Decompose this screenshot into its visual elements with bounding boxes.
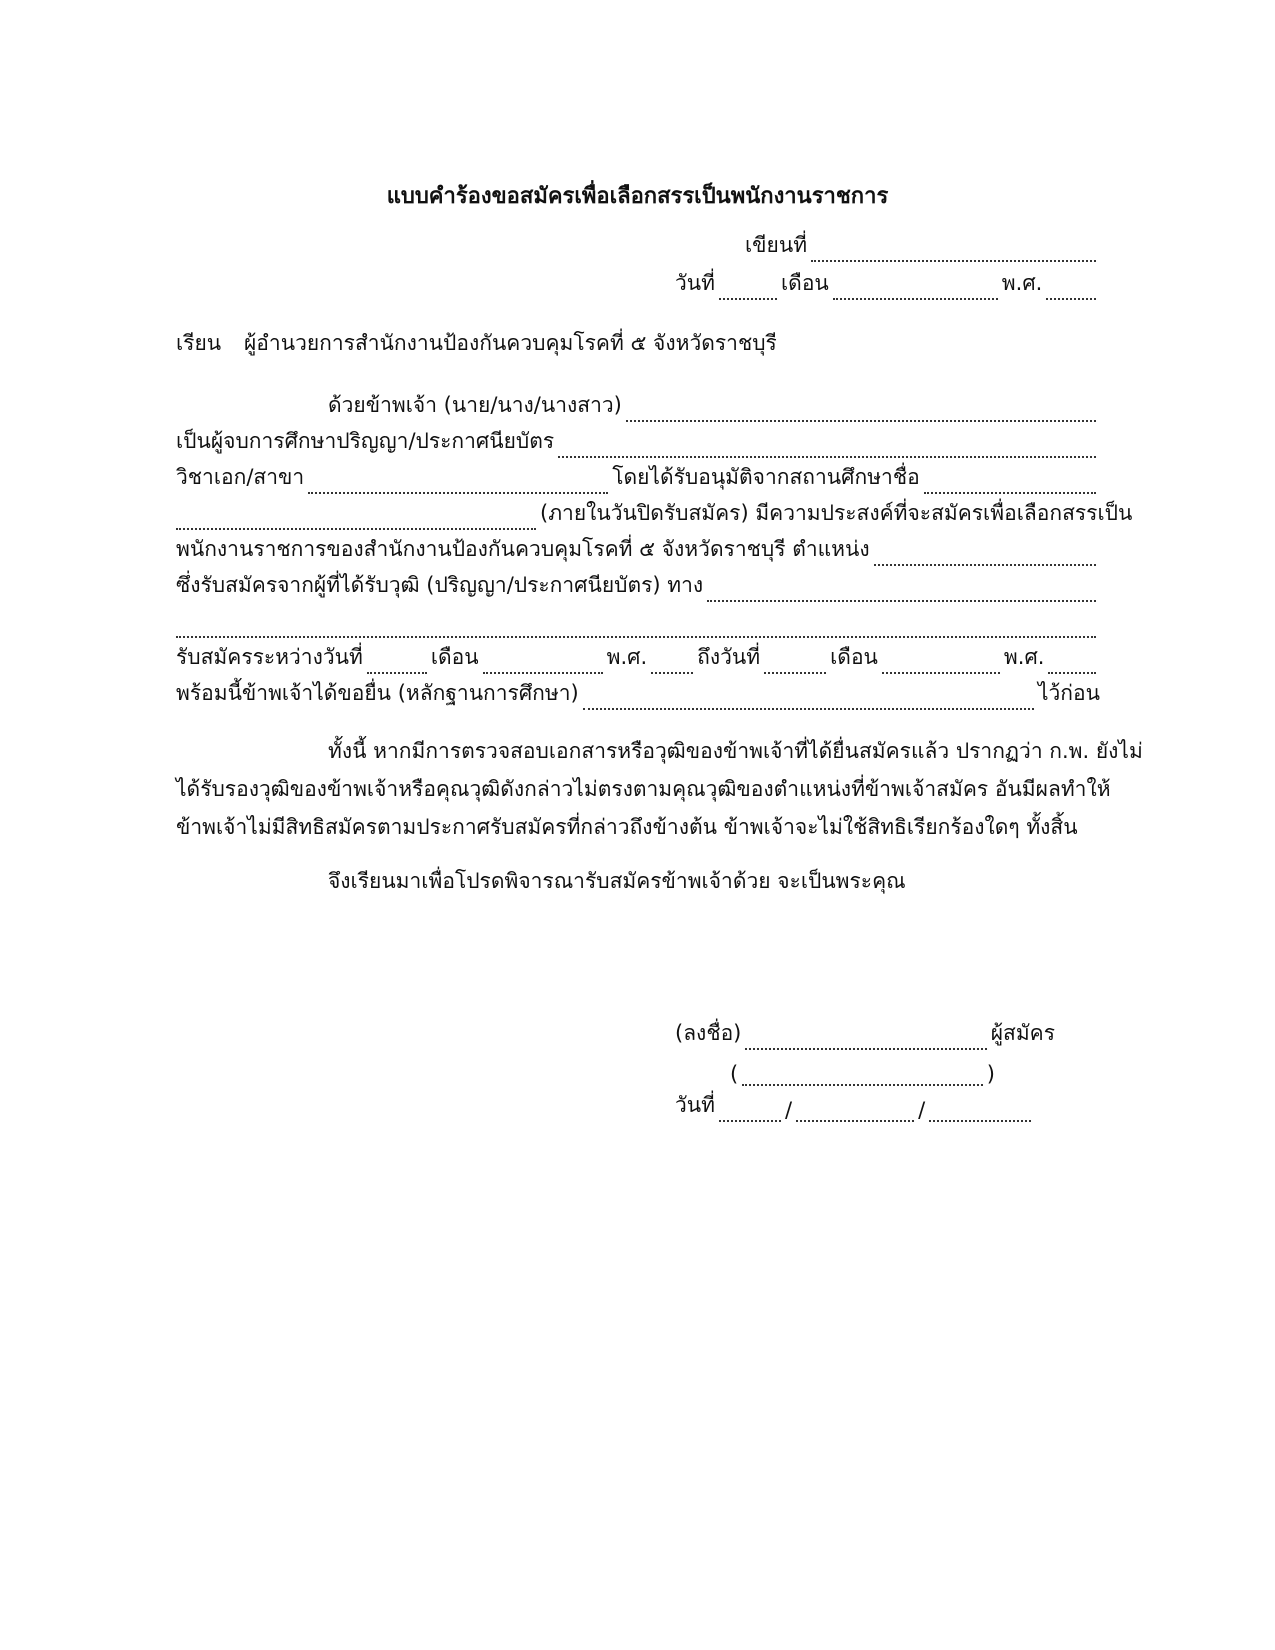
qualification-row	[176, 572, 1100, 602]
name-label: ด้วยข้าพเจ้า (นาย/นาง/นางสาว)	[328, 393, 622, 417]
start-year-field[interactable]	[651, 650, 693, 674]
declaration-text: ทั้งนี้ หากมีการตรวจสอบเอกสารหรือวุฒิของข้าพเจ้าที่ได้ยื่นสมัครแล้ว ปรากฏว่า ก.พ. ยังไม่ได้รับรองวุฒิของข้าพเจ้าหรือคุณวุฒิดังกล่าวไม่ตรงตามคุณวุฒิของตำแหน่งที่ข้าพเจ้าสมัคร อันมีผลทำให้ข้าพเจ้าไม่มีสิทธิสมัครตามประกาศรับสมัครที่กล่าวถึงข้างต้น ข้าพเจ้าจะไม่ใช้สิทธิเรียกร้องใดๆ ทั้งสิ้น	[176, 739, 1143, 839]
written-at-field[interactable]	[811, 238, 1096, 262]
start-day-field[interactable]	[367, 650, 427, 674]
evidence-field[interactable]	[583, 686, 1034, 710]
position-row	[176, 536, 1100, 566]
closing-row	[328, 868, 1100, 898]
name-field[interactable]	[626, 398, 1096, 422]
year-field[interactable]	[1046, 276, 1096, 300]
education-row	[176, 428, 1100, 458]
closing-text: จึงเรียนมาเพื่อโปรดพิจารณารับสมัครข้าพเจ้าด้วย จะเป็นพระคุณ	[328, 869, 906, 893]
start-month-field[interactable]	[483, 650, 603, 674]
to-label: เรียน	[176, 331, 222, 355]
end-day-field[interactable]	[764, 650, 826, 674]
end-month-label: เดือน	[830, 645, 878, 669]
evidence-suffix: ไว้ก่อน	[1037, 681, 1100, 705]
date-slash-2: /	[918, 1098, 926, 1122]
end-year-field[interactable]	[1048, 650, 1096, 674]
sign-year-field[interactable]	[929, 1098, 1031, 1122]
institution-field-cont[interactable]	[176, 506, 536, 530]
education-field[interactable]	[558, 434, 1096, 458]
written-at-row	[745, 232, 1100, 262]
addressee-row	[176, 330, 976, 360]
date-label: วันที่	[675, 271, 715, 295]
printed-name-field[interactable]	[742, 1062, 983, 1086]
qualification-cont-row	[176, 608, 1100, 638]
end-year-label: พ.ศ.	[1003, 645, 1045, 669]
major-row	[176, 464, 1100, 494]
position-label: พนักงานราชการของสำนักงานป้องกันควบคุมโรคที่ ๕ จังหวัดราชบุรี ตำแหน่ง	[176, 537, 870, 561]
declaration-paragraph	[176, 732, 1146, 846]
to-value: ผู้อำนวยการสำนักงานป้องกันควบคุมโรคที่ ๕ จังหวัดราชบุรี	[244, 331, 777, 355]
signature-field[interactable]	[745, 1026, 986, 1050]
evidence-row	[176, 680, 1100, 710]
written-at-label: เขียนที่	[745, 233, 808, 257]
date-row	[675, 270, 1100, 300]
applicant-label: ผู้สมัคร	[990, 1021, 1055, 1045]
major-label: วิชาเอก/สาขา	[176, 465, 305, 489]
close-paren: )	[986, 1062, 995, 1086]
name-row	[328, 392, 1100, 422]
qualification-field[interactable]	[707, 578, 1096, 602]
end-month-field[interactable]	[882, 650, 1000, 674]
period-row	[176, 644, 1100, 674]
sign-date-label: วันที่	[675, 1093, 715, 1117]
form-title: แบบคำร้องขอสมัครเพื่อเลือกสรรเป็นพนักงานราชการ	[386, 184, 889, 209]
period-end-label: ถึงวันที่	[697, 645, 761, 669]
sign-date-row	[675, 1092, 1035, 1122]
evidence-label: พร้อมนี้ข้าพเจ้าได้ขอยื่น (หลักฐานการศึกษา)	[176, 681, 579, 705]
day-field[interactable]	[719, 276, 777, 300]
start-month-label: เดือน	[430, 645, 479, 669]
month-field[interactable]	[833, 276, 998, 300]
qualification-label: ซึ่งรับสมัครจากผู้ที่ได้รับวุฒิ (ปริญญา/ประกาศนียบัตร) ทาง	[176, 573, 704, 597]
institution-label: โดยได้รับอนุมัติจากสถานศึกษาชื่อ	[612, 465, 920, 489]
major-field[interactable]	[308, 470, 608, 494]
printed-name-row	[730, 1056, 995, 1086]
sign-label: (ลงชื่อ)	[675, 1021, 742, 1045]
institution-cont-row	[176, 500, 1133, 530]
sign-month-field[interactable]	[796, 1098, 914, 1122]
intent-label: (ภายในวันปิดรับสมัคร) มีความประสงค์ที่จะสมัครเพื่อเลือกสรรเป็น	[540, 501, 1133, 525]
date-slash-1: /	[785, 1098, 793, 1122]
signature-row	[675, 1020, 1055, 1050]
qualification-field-cont[interactable]	[176, 614, 1096, 638]
sign-day-field[interactable]	[719, 1098, 781, 1122]
open-paren: (	[730, 1062, 739, 1086]
year-label: พ.ศ.	[1001, 271, 1043, 295]
start-year-label: พ.ศ.	[606, 645, 648, 669]
institution-field[interactable]	[924, 470, 1096, 494]
position-field[interactable]	[874, 542, 1096, 566]
month-label: เดือน	[781, 271, 829, 295]
education-label: เป็นผู้จบการศึกษาปริญญา/ประกาศนียบัตร	[176, 429, 555, 453]
period-start-label: รับสมัครระหว่างวันที่	[176, 645, 363, 669]
